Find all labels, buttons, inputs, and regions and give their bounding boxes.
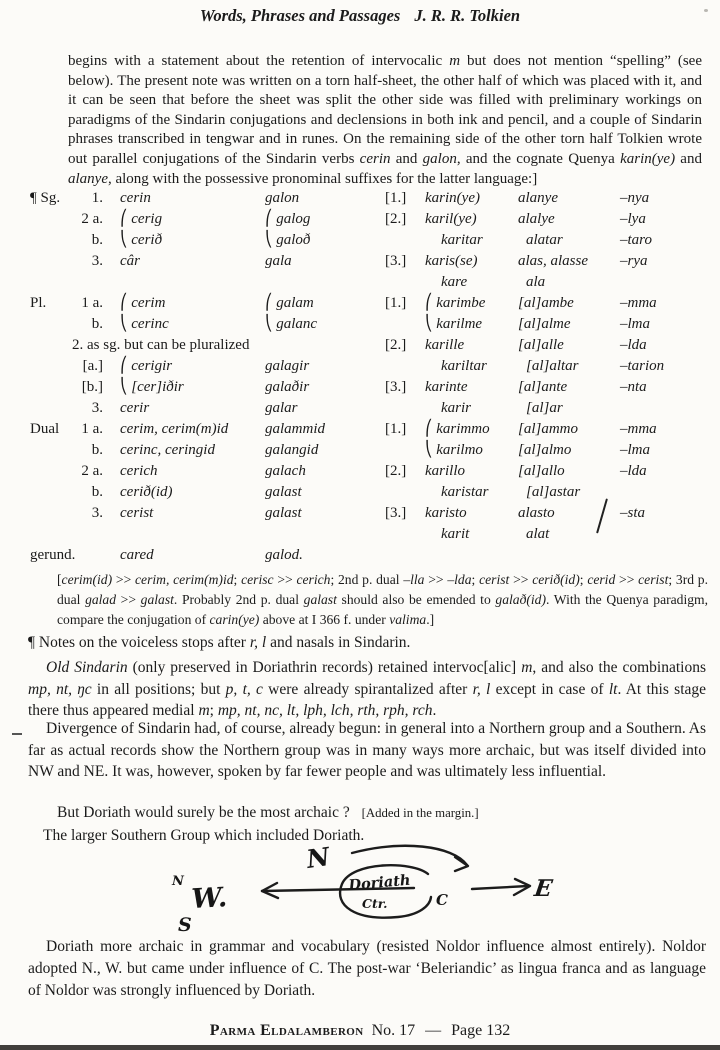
paradigm-row — [0, 230, 720, 251]
quenya-form-alanye: [al]ar — [526, 400, 563, 416]
sindarin-form-galon: galammid — [265, 421, 325, 437]
margin-note: [Added in the margin.] — [361, 806, 479, 820]
pronominal-suffix: –lma — [620, 442, 650, 458]
c-label: C — [436, 891, 448, 909]
east-arrow — [472, 886, 528, 889]
sindarin-form-cerin: ⎝ cerið — [120, 232, 163, 248]
row-number-label: b. — [91, 316, 103, 332]
row-inline-note: 2. as sg. but can be pluralized — [72, 337, 250, 353]
paradigm-row — [0, 293, 720, 314]
divergence-paragraph: Divergence of Sindarin had, of course, already begun: in general into a Northern group and a Southern. As far as actual records show the Northern group was in many ways more archaic, but was itself divided into NW and NE. It was, however, spoken by far fewer people and was ultimately less influential. — [28, 720, 706, 781]
quenya-form-alanye: [al]alle — [518, 337, 564, 353]
paradigm-row — [0, 419, 720, 440]
row-number-label: b. — [91, 442, 103, 458]
sindarin-form-galon: galar — [265, 400, 298, 416]
quenya-form-alanye: alatar — [526, 232, 563, 248]
sindarin-form-galon: gala — [265, 253, 292, 269]
quenya-form-karin: karil(ye) — [425, 211, 477, 227]
row-number-label: 1. — [91, 190, 103, 206]
row-number-label: 1 a. — [81, 421, 103, 437]
pronominal-suffix: –mma — [620, 295, 657, 311]
pronominal-suffix: –lya — [620, 211, 646, 227]
row-number-label: [a.] — [82, 358, 103, 374]
sindarin-form-cerin: cerinc, ceringid — [120, 442, 215, 458]
east-label: E — [532, 875, 555, 902]
paradigm-row — [0, 356, 720, 377]
quenya-form-alanye: [al]allo — [518, 463, 565, 479]
sindarin-form-cerin: ⎛ cerig — [120, 211, 163, 227]
quenya-form-alanye: [al]alme — [518, 316, 571, 332]
quenya-form-alanye: alalye — [518, 211, 555, 227]
row-number-label: [b.] — [81, 379, 103, 395]
old-sindarin-paragraph: Old Sindarin (only preserved in Doriathrin records) retained intervoc[alic] m, and also the combinations mp, nt, ŋc in all positions; but p, t, c were already spirantalized after r, l except in case of lt. At this stage there thus appeared medial m; mp, nt, nc, lt, lph, lch, rth, rph, rch. — [28, 659, 707, 720]
footer-page-number: Page 132 — [451, 1022, 511, 1039]
quenya-row-number: [2.] — [385, 337, 407, 353]
row-section-label: ¶ Sg. — [30, 190, 61, 206]
sindarin-form-cerin: ⎛ cerigir — [120, 358, 173, 374]
quenya-form-karin: karistar — [441, 484, 489, 500]
verb-paradigm-table — [0, 188, 720, 566]
quenya-form-karin: karis(se) — [425, 253, 478, 269]
paradigm-row — [0, 188, 720, 209]
pronominal-suffix: –sta — [620, 505, 646, 521]
paradigm-row — [0, 482, 720, 503]
quenya-form-alanye: [al]astar — [526, 484, 581, 500]
sindarin-form-galon: galod. — [265, 547, 303, 563]
sindarin-form-cerin: cerin — [120, 190, 151, 206]
pronominal-suffix: –taro — [620, 232, 652, 248]
emendation-note: [cerim(id) >> cerim, cerim(m)id; cerisc >> cerich; 2nd p. dual –lla >> –lda; cerist >> cerið(id); cerid >> cerist; 3rd p. dual galad >> galast. Probably 2nd p. dual galast should also be emended to galað(id). With the Quenya paradigm, compare the conjugation of carin(ye) above at I 366 f. under valima.] — [57, 572, 709, 627]
row-number-label: 3. — [91, 400, 103, 416]
paradigm-row — [0, 251, 720, 272]
paradigm-row — [0, 524, 720, 545]
pronominal-suffix: –lda — [620, 463, 647, 479]
quenya-form-karin: karisto — [425, 505, 467, 521]
paradigm-row — [0, 314, 720, 335]
footer-issue: No. 17 — [371, 1022, 416, 1039]
pronominal-suffix: –mma — [620, 421, 657, 437]
quenya-form-karin: karitar — [441, 232, 483, 248]
quenya-form-alanye: [al]ambe — [518, 295, 574, 311]
sindarin-form-cerin: cerir — [120, 400, 150, 416]
quenya-form-karin: kare — [441, 274, 468, 290]
paradigm-row — [0, 398, 720, 419]
row-section-label: gerund. — [30, 547, 76, 563]
sindarin-form-galon: ⎝ galanc — [265, 316, 318, 332]
quenya-row-number: [1.] — [385, 190, 407, 206]
quenya-row-number: [3.] — [385, 505, 407, 521]
footer-journal: Parma Eldalamberon — [209, 1022, 364, 1039]
notes-heading: ¶ Notes on the voiceless stops after r, l and nasals in Sindarin. — [28, 634, 411, 651]
northeast-curve-arrow — [352, 846, 467, 865]
paradigm-row — [0, 377, 720, 398]
header-title: Words, Phrases and Passages — [199, 6, 401, 25]
quenya-form-alanye: [al]almo — [518, 442, 572, 458]
sindarin-form-cerin: ⎝ cerinc — [120, 316, 169, 332]
pronominal-suffix: –rya — [620, 253, 648, 269]
sindarin-form-galon: galon — [265, 190, 300, 206]
scan-speck — [704, 9, 708, 12]
sindarin-form-galon: ⎛ galam — [265, 295, 314, 311]
quenya-row-number: [1.] — [385, 295, 407, 311]
quenya-form-karin: ⎛ karimbe — [425, 295, 486, 311]
quenya-form-alanye: alat — [526, 526, 550, 542]
quenya-form-karin: karir — [441, 400, 471, 416]
sindarin-form-galon: galaðir — [265, 379, 310, 395]
paradigm-row — [0, 272, 720, 293]
quenya-form-alanye: alanye — [518, 190, 558, 206]
doriath-label: Doriath — [347, 871, 412, 894]
scan-edge-strip — [0, 1045, 720, 1050]
paradigm-row — [0, 335, 720, 356]
sindarin-form-galon: galast — [265, 484, 302, 500]
quenya-row-number: [2.] — [385, 463, 407, 479]
intro-paragraph: begins with a statement about the retention of intervocalic m but does not mention “spelling” (see below). The present note was written on a torn half-sheet, the other half of which was placed with it, and it can be seen that before the sheet was split the other side was filled with preliminary workings on paradigms of the Sindarin conjugations and declensions in both ink and pencil, and a couple of Sindarin phrases transcribed in tengwar and in runes. On the remaining side of the other torn half Tolkien wrote out parallel conjugations of the Sindarin verbs cerin and galon, and the cognate Quenya karin(ye) and alanye, along with the possessive pronominal suffixes for the latter language:] — [68, 53, 703, 187]
quenya-form-alanye: [al]ante — [518, 379, 568, 395]
sindarin-form-cerin: ⎛ cerim — [120, 295, 166, 311]
doriath-line — [57, 804, 479, 822]
footer-dash: — — [425, 1022, 442, 1039]
hand-drawn-map-sketch — [0, 836, 720, 940]
quenya-form-karin: karit — [441, 526, 470, 542]
southern-group-line: The larger Southern Group which included Doriath. — [43, 827, 365, 844]
row-number-label: 2 a. — [81, 463, 103, 479]
quenya-form-alanye: [al]ammo — [518, 421, 579, 437]
sindarin-form-cerin: cared — [120, 547, 154, 563]
row-number-label: 2 a. — [81, 211, 103, 227]
page-header — [0, 6, 720, 26]
quenya-row-number: [3.] — [385, 253, 407, 269]
sindarin-form-galon: ⎝ galoð — [265, 232, 311, 248]
west-label: W. — [190, 882, 228, 915]
pronominal-suffix: –nya — [620, 190, 650, 206]
doriath-line-text: But Doriath would surely be the most archaic ? — [57, 804, 350, 821]
row-number-label: 3. — [91, 253, 103, 269]
header-author: J. R. R. Tolkien — [414, 6, 521, 25]
quenya-form-alanye: alas, alasse — [518, 253, 589, 269]
pronominal-suffix: –lma — [620, 316, 650, 332]
sindarin-form-galon: galach — [265, 463, 306, 479]
row-number-label: 3. — [91, 505, 103, 521]
row-number-label: 1 a. — [81, 295, 103, 311]
quenya-form-karin: karinte — [425, 379, 468, 395]
final-paragraph: Doriath more archaic in grammar and vocabulary (resisted Noldor influence almost entirely). Noldor adopted N., W. but came under influence of C. The post-war ‘Beleriandic’ as lingua franca and as language of Noldor was strongly influenced by Doriath. — [28, 938, 706, 999]
south-label: S — [178, 914, 192, 936]
quenya-row-number: [2.] — [385, 211, 407, 227]
paradigm-row — [0, 545, 720, 566]
row-section-label: Dual — [30, 421, 60, 437]
row-section-label: Pl. — [30, 295, 47, 311]
quenya-form-karin: ⎛ karimmo — [425, 421, 490, 437]
pronominal-suffix: –nta — [620, 379, 647, 395]
margin-mark — [12, 733, 22, 735]
quenya-form-alanye: alasto — [518, 505, 555, 521]
north-label: N — [304, 842, 332, 874]
sindarin-form-cerin: cerich — [120, 463, 158, 479]
pronominal-suffix: –tarion — [620, 358, 665, 374]
quenya-row-number: [3.] — [385, 379, 407, 395]
quenya-form-karin: karille — [425, 337, 465, 353]
quenya-form-karin: ⎝ karilmo — [425, 442, 483, 458]
sindarin-form-cerin: câr — [120, 253, 140, 269]
page-footer — [0, 1022, 720, 1040]
row-number-label: b. — [91, 232, 103, 248]
quenya-form-karin: karillo — [425, 463, 465, 479]
paradigm-row — [0, 461, 720, 482]
quenya-form-karin: ⎝ karilme — [425, 316, 483, 332]
sindarin-form-cerin: ⎝ [cer]iðir — [120, 379, 184, 395]
sindarin-form-cerin: cerist — [120, 505, 154, 521]
quenya-row-number: [1.] — [385, 421, 407, 437]
sindarin-form-cerin: cerið(id) — [120, 484, 173, 500]
pronominal-suffix: –lda — [620, 337, 647, 353]
paradigm-row — [0, 209, 720, 230]
sindarin-form-galon: galagir — [265, 358, 310, 374]
row-number-label: b. — [91, 484, 103, 500]
quenya-form-karin: kariltar — [441, 358, 487, 374]
sindarin-form-cerin: cerim, cerim(m)id — [120, 421, 229, 437]
sindarin-form-galon: ⎛ galog — [265, 211, 311, 227]
quenya-form-karin: karin(ye) — [425, 190, 480, 206]
quenya-form-alanye: ala — [526, 274, 546, 290]
centre-label: Ctr. — [362, 896, 388, 911]
sindarin-form-galon: galast — [265, 505, 302, 521]
paradigm-row — [0, 440, 720, 461]
paradigm-row — [0, 503, 720, 524]
west-mini-north-label: N — [172, 874, 184, 889]
sindarin-form-galon: galangid — [265, 442, 319, 458]
quenya-form-alanye: [al]altar — [526, 358, 579, 374]
